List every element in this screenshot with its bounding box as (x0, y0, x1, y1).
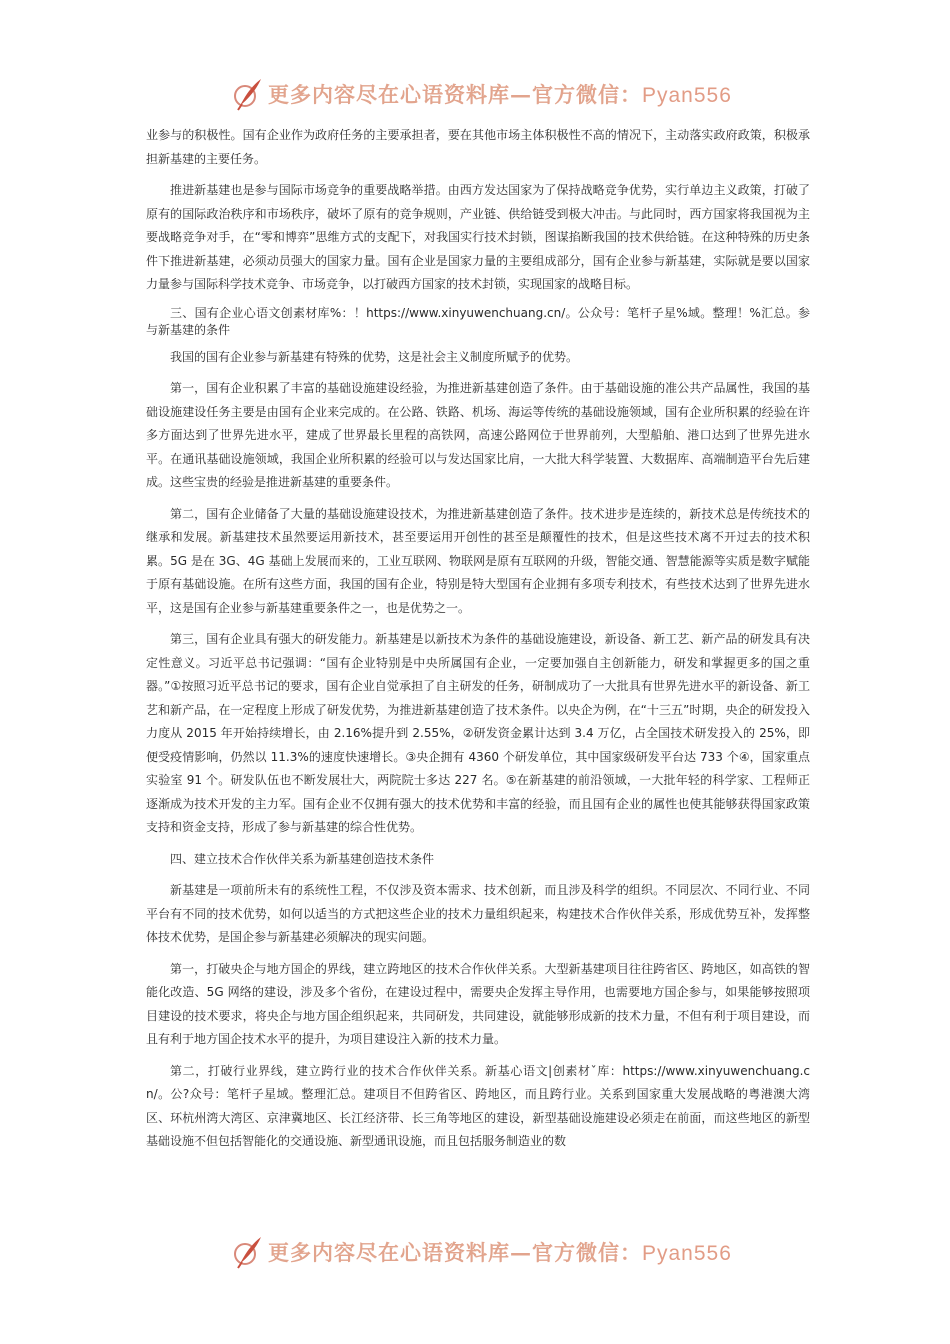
watermark-prefix: 更多内容尽在心语资料库—官方微信： (268, 1240, 642, 1265)
section-heading-3: 三、国有企业心语文创素材库%：！https://www.xinyuwenchuang.cn/。公众号：笔杆子星%域。整理！%汇总。参与新基建的条件 (146, 305, 810, 337)
feather-pen-logo-icon (232, 1234, 264, 1270)
watermark-text (268, 79, 732, 109)
watermark-group (232, 1232, 732, 1272)
watermark-group (232, 74, 732, 114)
watermark-wechat-id: Pyan556 (642, 84, 732, 107)
paragraph-second-technology: 第二，国有企业储备了大量的基础设施建设技术，为推进新基建创造了条件。技术进步是连续的，新技术总是传统技术的继承和发展。新基建技术虽然要运用新技术，甚至要运用开创性的甚至是颠覆性的技术，但是这些技术离不开过去的技术积累。5G 是在 3G、4G 基础上发展而来的，工业互联网、物联网是原有互联网的升级，智能交通、智慧能源等实质是数字赋能于原有基础设施。在所有这些方面，我国的国有企业，特别是特大型国有企业拥有多项专利技术，有些技术达到了世界先进水平，这是国有企业参与新基建重要条件之一，也是优势之一。 (146, 506, 810, 615)
paragraph-international-competition: 推进新基建也是参与国际市场竞争的重要战略举措。由西方发达国家为了保持战略竞争优势，实行单边主义政策，打破了原有的国际政治秩序和市场秩序，破坏了原有的竞争规则，产业链、供给链受到极大冲击。与此同时，西方国家将我国视为主要战略竞争对手，在“零和博弈”思维方式的支配下，对我国实行技术封锁，图谋掐断我国的技术供给链。在这种特殊的历史条件下推进新基建，必须动员强大的国家力量。国有企业是国家力量的主要组成部分，国有企业参与新基建，实际就是要以国家力量参与国际科学技术竞争、市场竞争，以打破西方国家的技术封锁，实现国家的战略目标。 (146, 183, 810, 291)
watermark-wechat-id: Pyan556 (642, 1242, 732, 1265)
paragraph-intro-advantages: 我国的国有企业参与新基建有特殊的优势，这是社会主义制度所赋予的优势。 (170, 349, 579, 364)
document-body (146, 124, 810, 1162)
paragraph-cross-region: 第一，打破央企与地方国企的界线，建立跨地区的技术合作伙伴关系。大型新基建项目往往跨省区、跨地区，如高铁的智能化改造、5G 网络的建设，涉及多个省份，在建设过程中，需要央企发挥主导作用，也需要地方国企参与，如果能够按照项目建设的技术要求，将央企与地方国企组织起来，共同研发，共同建设，就能够形成新的技术力量，不但有利于项目建设，而且有利于地方国企技术水平的提升，为项目建设注入新的技术力量。 (146, 961, 810, 1046)
feather-pen-logo-icon (232, 76, 264, 112)
paragraph-cross-industry: 第二，打破行业界线，建立跨行业的技术合作伙伴关系。新基心语文|创素材ˇ库：https://www.xinyuwenchuang.cn/。公?众号：笔杆子星域。整理汇总。建项目不但跨省区、跨地区，而且跨行业。关系到国家重大发展战略的粤港澳大湾区、环杭州湾大湾区、京津冀地区、长江经济带、长三角等地区的建设，新型基础设施建设必须走在前面，而这些地区的新型基础设施不但包括智能化的交通设施、新型通讯设施，而且包括服务制造业的数 (146, 1063, 810, 1148)
watermark-text (268, 1237, 732, 1267)
paragraph-third-rnd: 第三，国有企业具有强大的研发能力。新基建是以新技术为条件的基础设施建设，新设备、新工艺、新产品的研发具有决定性意义。习近平总书记强调：“国有企业特别是中央所属国有企业，一定要加强自主创新能力，研发和掌握更多的国之重器。”①按照习近平总书记的要求，国有企业自觉承担了自主研发的任务，研制成功了一大批具有世界先进水平的新设备、新工艺和新产品，在一定程度上形成了研发优势，为推进新基建创造了技术条件。以央企为例，在“十三五”时期，央企的研发投入力度从 2015 年开始持续增长，由 2.16%提升到 2.55%，②研发资金累计达到 3.4 万亿，占全国技术研发投入的 25%，即便受疫情影响，仍然以 11.3%的速度快速增长。③央企拥有 4360 个研发单位，其中国家级研发平台达 733 个④，国家重点实验室 91 个。研发队伍也不断发展壮大，两院院士多达 227 名。⑤在新基建的前沿领域，一大批年轻的科学家、工程师正逐渐成为技术开发的主力军。国有企业不仅拥有强大的技术优势和丰富的经验，而且国有企业的属性也使其能够获得国家政策支持和资金支持，形成了参与新基建的综合性优势。 (146, 632, 810, 834)
watermark-prefix: 更多内容尽在心语资料库—官方微信： (268, 82, 642, 107)
paragraph-continuation: 业参与的积极性。国有企业作为政府任务的主要承担者，要在其他市场主体积极性不高的情况下，主动落实政府政策，积极承担新基建的主要任务。 (146, 128, 810, 166)
paragraph-first-experience: 第一，国有企业积累了丰富的基础设施建设经验，为推进新基建创造了条件。由于基础设施的准公共产品属性，我国的基础设施建设任务主要是由国有企业来完成的。在公路、铁路、机场、海运等传统的基础设施领域，国有企业所积累的经验在许多方面达到了世界先进水平，建成了世界最长里程的高铁网，高速公路网位于世界前列，大型船舶、港口达到了世界先进水平。在通讯基础设施领域，我国企业所积累的经验可以与发达国家比肩，一大批大科学装置、大数据库、高端制造平台先后建成。这些宝贵的经验是推进新基建的重要条件。 (146, 381, 810, 489)
paragraph-system-engineering: 新基建是一项前所未有的系统性工程，不仅涉及资本需求、技术创新，而且涉及科学的组织。不同层次、不同行业、不同平台有不同的技术优势，如何以适当的方式把这些企业的技术力量组织起来，构建技术合作伙伴关系，形成优势互补，发挥整体技术优势，是国企参与新基建必须解决的现实问题。 (146, 883, 810, 944)
footer-watermark-banner (0, 1232, 950, 1272)
section-heading-4: 四、建立技术合作伙伴关系为新基建创造技术条件 (170, 851, 435, 866)
header-watermark-banner (0, 74, 950, 114)
